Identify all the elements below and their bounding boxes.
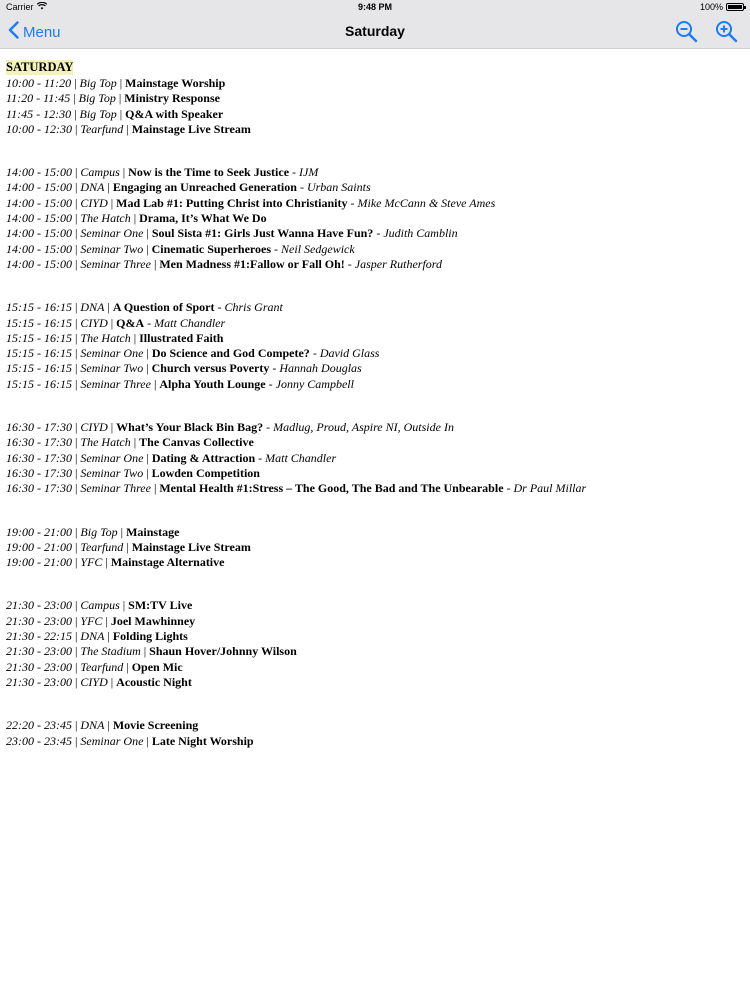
session-speaker: Dr Paul Millar [513,481,587,496]
session-time: 14:00 - 15:00 [6,165,72,180]
session-venue: DNA [80,300,105,315]
session-speaker: Jonny Campbell [275,376,354,391]
schedule-row: 15:15 - 16:15 | Seminar Two | Church versus Poverty - Hannah Douglas [6,361,362,376]
session-time: 21:30 - 23:00 [6,659,72,674]
session-time: 19:00 - 21:00 [6,524,72,539]
session-title: Mad Lab #1: Putting Christ into Christianity [116,195,348,210]
session-speaker: Judith Camblin [383,226,458,241]
session-time: 15:15 - 16:15 [6,346,72,361]
status-bar [0,0,750,14]
session-title: Mainstage Alternative [110,555,225,570]
session-time: 16:30 - 17:30 [6,435,72,450]
session-time: 14:00 - 15:00 [6,211,72,226]
session-speaker: Neil Sedgewick [281,241,355,256]
zoom-in-button[interactable] [714,19,738,48]
schedule-row: 15:15 - 16:15 | DNA | A Question of Sport - Chris Grant [6,300,283,315]
session-title: Acoustic Night [116,674,192,689]
session-venue: Big Top [79,106,117,121]
schedule-row: 19:00 - 21:00 | Tearfund | Mainstage Live Stream [6,539,251,554]
session-time: 21:30 - 23:00 [6,598,72,613]
schedule-row: 23:00 - 23:45 | Seminar One | Late Night Worship [6,733,254,748]
schedule-block [6,300,744,392]
session-speaker: Urban Saints [306,180,371,195]
session-time: 10:00 - 12:30 [6,121,72,136]
session-title: Mainstage Live Stream [131,121,251,136]
session-title: Church versus Poverty [151,361,270,376]
session-time: 15:15 - 16:15 [6,376,72,391]
session-title: Movie Screening [112,718,199,733]
schedule-block [6,76,744,137]
session-time: 21:30 - 23:00 [6,613,72,628]
session-venue: Big Top [79,76,117,90]
session-time: 16:30 - 17:30 [6,450,72,465]
session-venue: CIYD [80,315,108,330]
schedule-row: 21:30 - 23:00 | The Stadium | Shaun Hover/Johnny Wilson [6,644,297,659]
session-title: Mainstage Worship [125,76,226,90]
schedule-row: 21:30 - 23:00 | YFC | Joel Mawhinney [6,613,196,628]
session-title: Lowden Competition [151,465,260,480]
schedule-row: 21:30 - 23:00 | Campus | SM:TV Live [6,598,193,613]
carrier-label: Carrier [6,2,47,12]
session-title: Ministry Response [124,91,220,106]
session-title: Mental Health #1:Stress – The Good, The Bad and The Unbearable [159,481,504,496]
session-venue: DNA [80,718,105,733]
schedule-row: 10:00 - 12:30 | Tearfund | Mainstage Live Stream [6,121,251,136]
schedule-row: 14:00 - 15:00 | The Hatch | Drama, It’s What We Do [6,211,267,226]
schedule-row: 14:00 - 15:00 | Seminar One | Soul Sista #1: Girls Just Wanna Have Fun? - Judith Camblin [6,226,458,241]
schedule-row: 15:15 - 16:15 | CIYD | Q&A - Matt Chandler [6,315,226,330]
session-time: 14:00 - 15:00 [6,195,72,210]
zoom-in-icon [714,30,738,47]
schedule-row: 16:30 - 17:30 | Seminar Three | Mental Health #1:Stress – The Good, The Bad and The Unbearable - Dr Paul Millar [6,481,587,496]
session-venue: CIYD [80,674,108,689]
schedule-row: 19:00 - 21:00 | Big Top | Mainstage [6,524,180,539]
session-time: 14:00 - 15:00 [6,256,72,271]
session-venue: DNA [80,629,105,644]
session-title: Folding Lights [112,629,188,644]
zoom-out-button[interactable] [674,19,698,48]
schedule-row: 21:30 - 22:15 | DNA | Folding Lights [6,629,188,644]
session-time: 11:45 - 12:30 [6,106,72,121]
schedule-row: 16:30 - 17:30 | Seminar One | Dating & Attraction - Matt Chandler [6,450,337,465]
battery-indicator [700,2,744,12]
session-time: 21:30 - 23:00 [6,644,72,659]
schedule-block [6,525,744,571]
session-venue: Seminar Two [80,241,144,256]
session-time: 15:15 - 16:15 [6,330,72,345]
schedule-row: 14:00 - 15:00 | CIYD | Mad Lab #1: Putting Christ into Christianity - Mike McCann & Steve Ames [6,195,496,210]
session-title: SM:TV Live [128,598,193,613]
session-speaker: Madlug, Proud, Aspire NI, Outside In [273,420,454,435]
session-title: Soul Sista #1: Girls Just Wanna Have Fun? [151,226,374,241]
session-title: Shaun Hover/Johnny Wilson [149,644,297,659]
session-venue: The Hatch [80,211,131,226]
page-title: Saturday [345,23,405,39]
schedule-row: 14:00 - 15:00 | Campus | Now is the Time to Seek Justice - IJM [6,165,319,180]
session-speaker: David Glass [319,346,380,361]
session-time: 11:20 - 11:45 [6,91,71,106]
session-time: 15:15 - 16:15 [6,315,72,330]
session-time: 14:00 - 15:00 [6,241,72,256]
session-time: 15:15 - 16:15 [6,361,72,376]
session-title: Mainstage [126,524,180,539]
session-venue: Big Top [80,524,118,539]
session-time: 22:20 - 23:45 [6,718,72,733]
battery-icon [726,3,744,11]
schedule-row: 16:30 - 17:30 | The Hatch | The Canvas Collective [6,435,254,450]
schedule-row: 14:00 - 15:00 | DNA | Engaging an Unreached Generation - Urban Saints [6,180,371,195]
session-title: Now is the Time to Seek Justice [128,165,290,180]
session-title: The Canvas Collective [139,435,254,450]
session-title: Illustrated Faith [139,330,224,345]
session-time: 19:00 - 21:00 [6,555,72,570]
session-title: Drama, It’s What We Do [139,211,267,226]
session-speaker: IJM [299,165,319,180]
schedule-row: 14:00 - 15:00 | Seminar Two | Cinematic Superheroes - Neil Sedgewick [6,241,355,256]
session-venue: Seminar One [80,346,144,361]
session-time: 14:00 - 15:00 [6,180,72,195]
session-venue: YFC [80,555,103,570]
schedule-row: 15:15 - 16:15 | Seminar One | Do Science and God Compete? - David Glass [6,346,380,361]
session-time: 21:30 - 23:00 [6,674,72,689]
schedule-block [6,598,744,690]
schedule-row: 21:30 - 23:00 | CIYD | Acoustic Night [6,674,192,689]
session-time: 16:30 - 17:30 [6,465,72,480]
session-time: 14:00 - 15:00 [6,226,72,241]
session-speaker: Hannah Douglas [279,361,362,376]
schedule-row: 16:30 - 17:30 | Seminar Two | Lowden Competition [6,465,260,480]
day-heading: SATURDAY [6,60,74,74]
schedule-row: 22:20 - 23:45 | DNA | Movie Screening [6,718,199,733]
schedule-row: 16:30 - 17:30 | CIYD | What’s Your Black Bin Bag? - Madlug, Proud, Aspire NI, Outside In [6,420,454,435]
schedule-block [6,420,744,496]
session-venue: Tearfund [80,539,124,554]
schedule-document [6,58,744,777]
session-time: 16:30 - 17:30 [6,481,72,496]
menu-back-label: Menu [23,23,61,41]
navigation-bar [0,14,750,49]
schedule-row: 19:00 - 21:00 | YFC | Mainstage Alternative [6,555,225,570]
session-speaker: Jasper Rutherford [354,256,443,271]
session-speaker: Matt Chandler [154,315,226,330]
session-venue: YFC [80,613,103,628]
session-time: 15:15 - 16:15 [6,300,72,315]
session-venue: Campus [80,598,120,613]
schedule-block [6,718,744,749]
session-venue: Seminar One [80,450,144,465]
session-time: 10:00 - 11:20 [6,76,72,90]
session-title: Men Madness #1:Fallow or Fall Oh! [159,256,345,271]
session-title: Mainstage Live Stream [131,539,251,554]
session-time: 23:00 - 23:45 [6,733,72,748]
schedule-row: 11:45 - 12:30 | Big Top | Q&A with Speaker [6,106,224,121]
session-venue: Seminar One [80,733,144,748]
schedule-block [6,165,744,272]
session-title: Open Mic [131,659,183,674]
zoom-out-icon [674,30,698,47]
status-time: 9:48 PM [357,2,392,12]
session-venue: Seminar Three [80,376,151,391]
session-speaker: Matt Chandler [265,450,337,465]
session-venue: DNA [80,180,105,195]
session-title: Do Science and God Compete? [151,346,310,361]
session-venue: Tearfund [80,121,124,136]
session-title: Q&A with Speaker [125,106,224,121]
session-speaker: Chris Grant [224,300,283,315]
session-venue: CIYD [80,195,108,210]
session-venue: Tearfund [80,659,124,674]
session-speaker: Mike McCann & Steve Ames [357,195,496,210]
session-venue: Seminar One [80,226,144,241]
schedule-blocks [6,76,744,749]
schedule-row: 11:20 - 11:45 | Big Top | Ministry Response [6,91,220,106]
session-venue: Seminar Three [80,481,151,496]
session-title: Alpha Youth Lounge [159,376,266,391]
session-venue: Big Top [78,91,116,106]
schedule-row: 14:00 - 15:00 | Seminar Three | Men Madness #1:Fallow or Fall Oh! - Jasper Rutherford [6,256,443,271]
schedule-row: 15:15 - 16:15 | Seminar Three | Alpha Youth Lounge - Jonny Campbell [6,376,354,391]
session-venue: Campus [80,165,120,180]
session-venue: CIYD [80,420,108,435]
session-title: Engaging an Unreached Generation [112,180,297,195]
session-venue: Seminar Two [80,465,144,480]
session-title: What’s Your Black Bin Bag? [116,420,264,435]
session-venue: Seminar Two [80,361,144,376]
schedule-row: 10:00 - 11:20 | Big Top | Mainstage Worship [6,76,226,90]
session-time: 19:00 - 21:00 [6,539,72,554]
session-title: Late Night Worship [151,733,254,748]
session-venue: The Hatch [80,330,131,345]
session-title: Dating & Attraction [151,450,256,465]
session-venue: The Hatch [80,435,131,450]
session-venue: Seminar Three [80,256,151,271]
session-title: Q&A [116,315,145,330]
session-title: Cinematic Superheroes [151,241,272,256]
session-title: A Question of Sport [112,300,215,315]
session-time: 21:30 - 22:15 [6,629,72,644]
session-venue: The Stadium [80,644,141,659]
session-time: 16:30 - 17:30 [6,420,72,435]
schedule-row: 15:15 - 16:15 | The Hatch | Illustrated Faith [6,330,224,345]
session-title: Joel Mawhinney [110,613,196,628]
battery-percent: 100% [699,2,723,12]
schedule-row: 21:30 - 23:00 | Tearfund | Open Mic [6,659,183,674]
